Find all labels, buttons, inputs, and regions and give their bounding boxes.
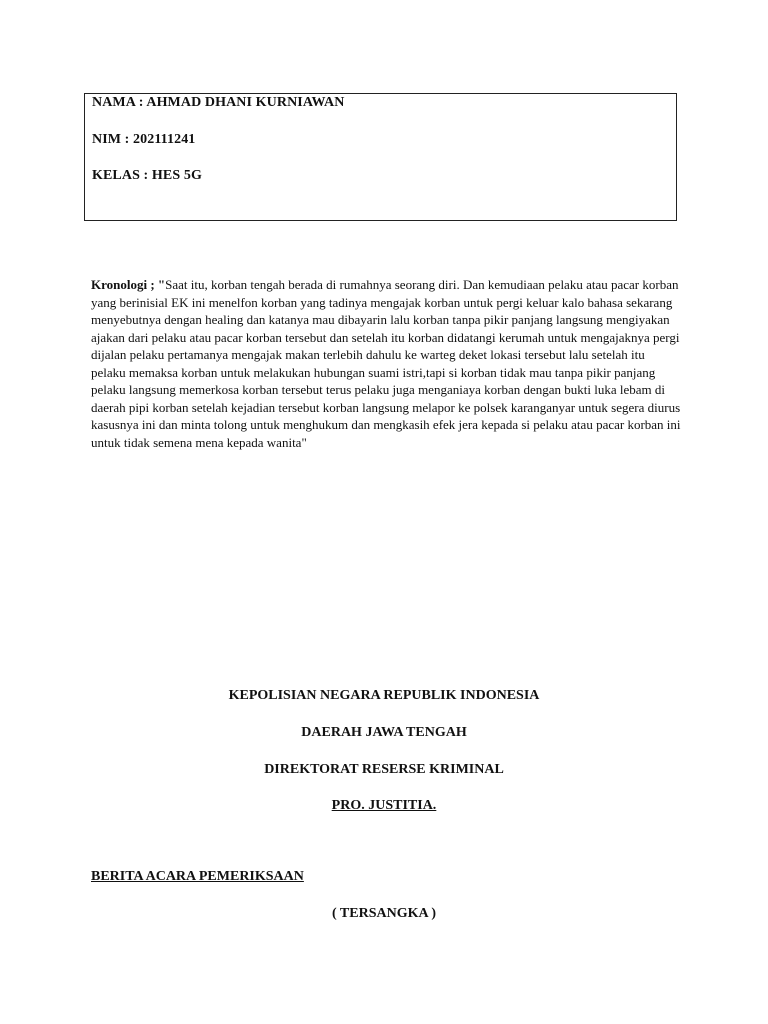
bap-heading (91, 869, 304, 885)
pro-justitia-text: PRO. JUSTITIA. (331, 798, 437, 813)
pro-justitia-heading (0, 798, 768, 814)
region-heading: DAERAH JAWA TENGAH (301, 725, 467, 740)
police-heading: KEPOLISIAN NEGARA REPUBLIK INDONESIA (228, 688, 540, 703)
bap-text: BERITA ACARA PEMERIKSAAN (91, 869, 304, 884)
student-name: NAMA : AHMAD DHANI KURNIAWAN (92, 95, 345, 110)
student-class: KELAS : HES 5G (92, 168, 202, 183)
kronologi-label: Kronologi ; " (91, 277, 166, 292)
tersangka-heading: ( TERSANGKA ) (332, 906, 436, 921)
student-nim: NIM : 202111241 (92, 132, 196, 147)
identity-box (84, 93, 677, 221)
kronologi-text: Saat itu, korban tengah berada di rumahnya seorang diri. Dan kemudiaan pelaku atau pacar korban yang berinisial EK ini menelfon korban yang tadinya mengajak korban untuk pergi keluar kalo bahasa sekarang menyebutnya dengan healing dan katanya mau dibayarin lalu korban tanpa pikir panjang langsung mengiyakan ajakan dari pelaku atau pacar korban tersebut dan setelah itu korban didatangi kerumah untuk mengajaknya pergi dijalan pelaku pertamanya mengajak makan terlebih dahulu ke warteg deket lokasi tersebut lalu setelah itu pelaku memaksa korban untuk melakukan hubungan suami istri,tapi si korban tidak mau tanpa pikir panjang pelaku langsung memerkosa korban tersebut terus pelaku juga menganiaya korban dengan bukti luka lebam di daerah pipi korban setelah kejadian tersebut korban langsung melapor ke polsek karanganyar untuk segera diurus kasusnya ini dan minta tolong untuk menghukum dan mengkasih efek jera kepada si pelaku atau pacar korban ini untuk tidak semena mena kepada wanita" (91, 277, 681, 450)
kronologi-paragraph (91, 276, 681, 451)
directorate-heading: DIREKTORAT RESERSE KRIMINAL (264, 762, 504, 777)
